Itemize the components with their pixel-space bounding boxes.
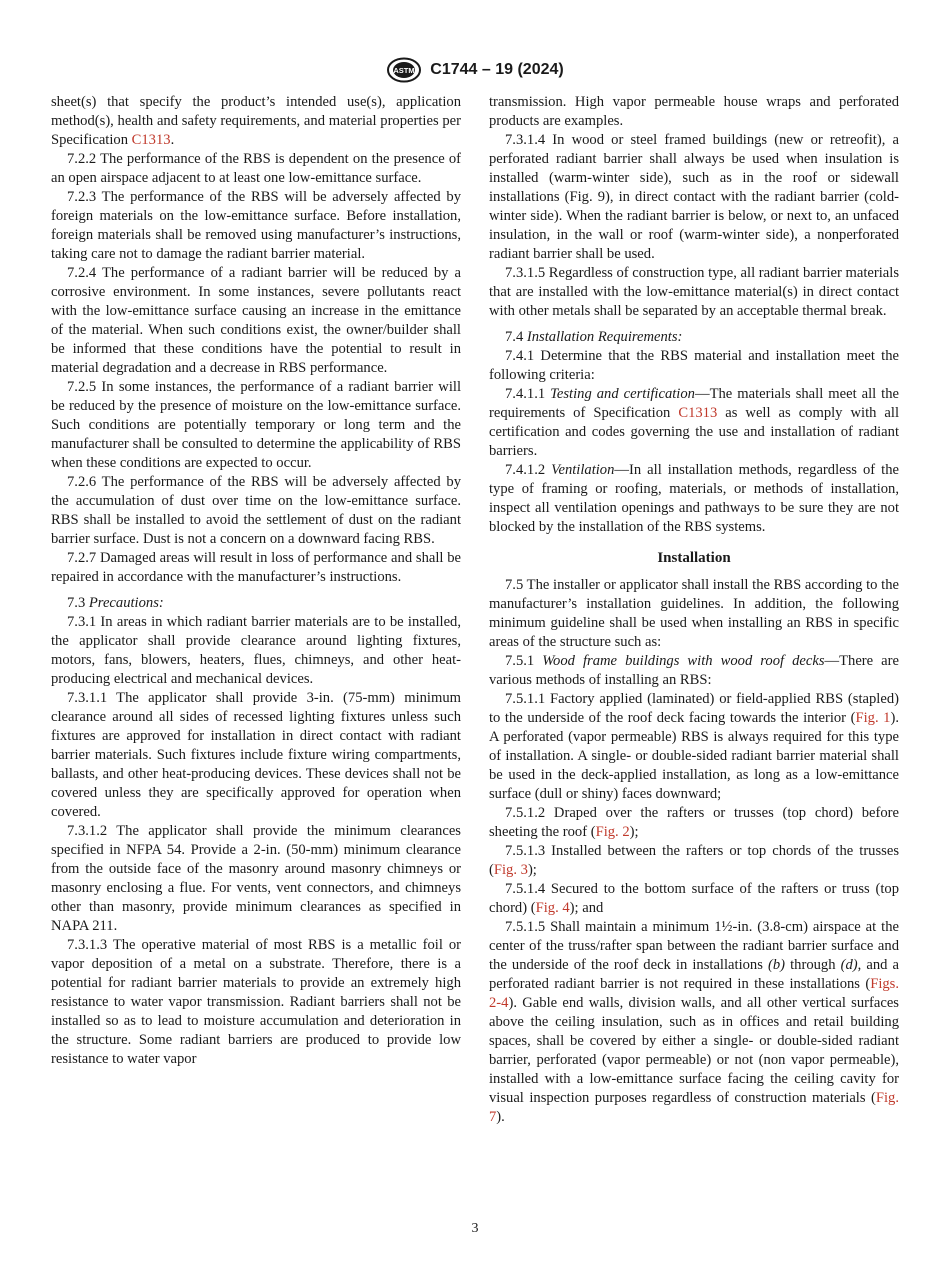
paragraph: 7.5.1 Wood frame buildings with wood roof decks—There are various methods of installing an RBS: [489, 653, 899, 688]
paragraph: 7.3.1 In areas in which radiant barrier materials are to be installed, the applicator shall provide clearance around lighting fixtures, motors, fans, blowers, heaters, flues, chimneys, and other heat-producing electrical and mechanical devices. [51, 614, 461, 687]
page-header [0, 56, 950, 84]
figure-link[interactable]: Fig. 3 [493, 862, 528, 878]
paragraph: 7.5.1.3 Installed between the rafters or top chords of the trusses (Fig. 3); [489, 843, 899, 878]
paragraph: sheet(s) that specify the product’s intended use(s), application method(s), health and safety requirements, and material properties per Specification C1313. [51, 94, 461, 148]
paragraph: 7.3.1.3 The operative material of most RBS is a metallic foil or vapor deposition of a metal on a substrate. Therefore, there is a potential for radiant barrier materials to provide an extremely high resistance to water vapor transmission. Radiant barriers shall not be installed so as to lead to moisture accumulation and deterioration in the structure. Some radiant barriers are produced to provide low resistance to water vapor [51, 937, 461, 1067]
figure-link[interactable]: Fig. 7 [489, 1090, 899, 1125]
section-title: Installation [657, 550, 731, 566]
paragraph: 7.4.1.1 Testing and certification—The materials shall meet all the requirements of Specification C1313 as well as comply with all certification and codes governing the use and installation of radiant barriers. [489, 386, 900, 459]
section-heading: 7.4 Installation Requirements: [505, 329, 683, 345]
paragraph: 7.3.1.4 In wood or steel framed buildings (new or retreofit), a perforated radiant barrier shall always be used when insulation is installed (warm-winter side), such as in the roof or sidewall installations (Fig. 9), in direct contact with the radiant barrier (cold-winter side). When the radiant barrier is below, or next to, an unfaced insulation, in the wall or roof (warm-winter side), a nonperforated radiant barrier shall be used. [489, 132, 899, 262]
paragraph: 7.2.6 The performance of the RBS will be adversely affected by the accumulation of dust over time on the low-emittance surface. RBS shall be installed to avoid the settlement of dust on the radiant barrier surface. Dust is not a concern on a downward facing RBS. [51, 474, 461, 547]
paragraph: 7.4.1 Determine that the RBS material and installation meet the following criteria: [489, 348, 899, 383]
left-column [51, 93, 461, 1069]
figure-link[interactable]: Fig. 2 [595, 824, 630, 840]
paragraph: transmission. High vapor permeable house wraps and perforated products are examples. [489, 94, 899, 129]
paragraph: 7.2.7 Damaged areas will result in loss of performance and shall be repaired in accordance with the manufacturer’s instructions. [51, 550, 461, 585]
reference-link[interactable]: C1313 [678, 405, 718, 421]
paragraph: 7.5.1.4 Secured to the bottom surface of the rafters or truss (top chord) (Fig. 4); and [489, 881, 899, 916]
paragraph: 7.5 The installer or applicator shall install the RBS according to the manufacturer’s installation guidelines. In addition, the following minimum guideline shall be used when installing an RBS in specific areas of the structure such as: [489, 577, 899, 650]
paragraph: 7.2.3 The performance of the RBS will be adversely affected by foreign materials on the low-emittance surface. Before installation, foreign materials shall be removed using manufacturer’s instructions, taking care not to damage the radiant barrier material. [51, 189, 461, 262]
reference-link[interactable]: C1313 [131, 132, 171, 148]
right-column [489, 93, 899, 1127]
page-number: 3 [471, 1221, 479, 1236]
figure-link[interactable]: Fig. 4 [535, 900, 570, 916]
paragraph: 7.2.4 The performance of a radiant barrier will be reduced by a corrosive environment. In some instances, severe pollutants react with the low-emittance surface causing an increase in the emittance of the material. When such conditions exist, the owner/builder shall be informed that these conditions have the potential to result in material degradation and a decrease in RBS performance. [51, 265, 461, 376]
paragraph: 7.3.1.2 The applicator shall provide the minimum clearances specified in NFPA 54. Provide a 2-in. (50-mm) minimum clearance from the outside face of the masonry around masonry chimneys or masonry enclosing a flue. For vents, vent connectors, and chimneys other than masonry, provide minimum clearances as specified in NAPA 211. [51, 823, 461, 934]
paragraph: 7.2.2 The performance of the RBS is dependent on the presence of an open airspace adjacent to at least one low-emittance surface. [51, 151, 461, 186]
section-heading: 7.3 Precautions: [67, 595, 164, 611]
paragraph: 7.2.5 In some instances, the performance of a radiant barrier will be reduced by the presence of moisture on the low-emittance surface. Such conditions are potentially temporary or long term and the manufacturer shall be consulted to determine the applicability of RBS when these conditions are expected to occur. [51, 379, 461, 471]
paragraph: 7.3.1.5 Regardless of construction type, all radiant barrier materials that are installed with the low-emittance material(s) in direct contact with other metals shall be separated by an acceptable thermal break. [489, 265, 899, 319]
paragraph: 7.5.1.5 Shall maintain a minimum 1½-in. (3.8-cm) airspace at the center of the truss/rafter span between the radiant barrier surface and the underside of the roof deck in installations (b) through (d), and a perforated radiant barrier is not required in these installations (Figs. 2-4). Gable end walls, division walls, and all other vertical surfaces above the ceiling insulation, such as in offices and retail building spaces, shall be covered by either a single- or double-sided radiant barrier, perforated (vapor permeable) or not (non vapor permeable), installed with a low-emittance surface facing the ceiling cavity for visual inspection purposes regardless of construction materials (Fig. 7). [489, 919, 899, 1125]
paragraph: 7.5.1.2 Draped over the rafters or trusses (top chord) before sheeting the roof (Fig. 2); [489, 805, 899, 840]
document-id: C1744 – 19 (2024) [430, 61, 564, 78]
paragraph: 7.5.1.1 Factory applied (laminated) or field-applied RBS (stapled) to the underside of the roof deck facing towards the interior (Fig. 1). A perforated (vapor permeable) RBS is always required for this type of installation. A single- or double-sided radiant barrier material shall be used in the deck-applied installation, as long as a low-emittance surface (dull or shiny) faces downward; [489, 691, 899, 802]
logo-text: ASTM [393, 66, 415, 75]
figure-link[interactable]: Figs. 2-4 [489, 976, 899, 1011]
paragraph: 7.4.1.2 Ventilation—In all installation methods, regardless of the type of framing or roofing, materials, or methods of installation, inspect all ventilation openings and pathways to be sure they are not blocked by the installation of the RBS systems. [489, 462, 900, 535]
figure-link[interactable]: Fig. 1 [855, 710, 891, 726]
paragraph: 7.3.1.1 The applicator shall provide 3-in. (75-mm) minimum clearance around all sides of recessed lighting fixtures unless such fixtures are approved for installation in direct contact with radiant barrier materials. Such fixtures include fixture wiring compartments, ballasts, and other heat-producing devices. These devices shall not be covered unless they are specifically approved for operation when covered. [51, 690, 461, 820]
astm-logo-icon [386, 57, 422, 83]
